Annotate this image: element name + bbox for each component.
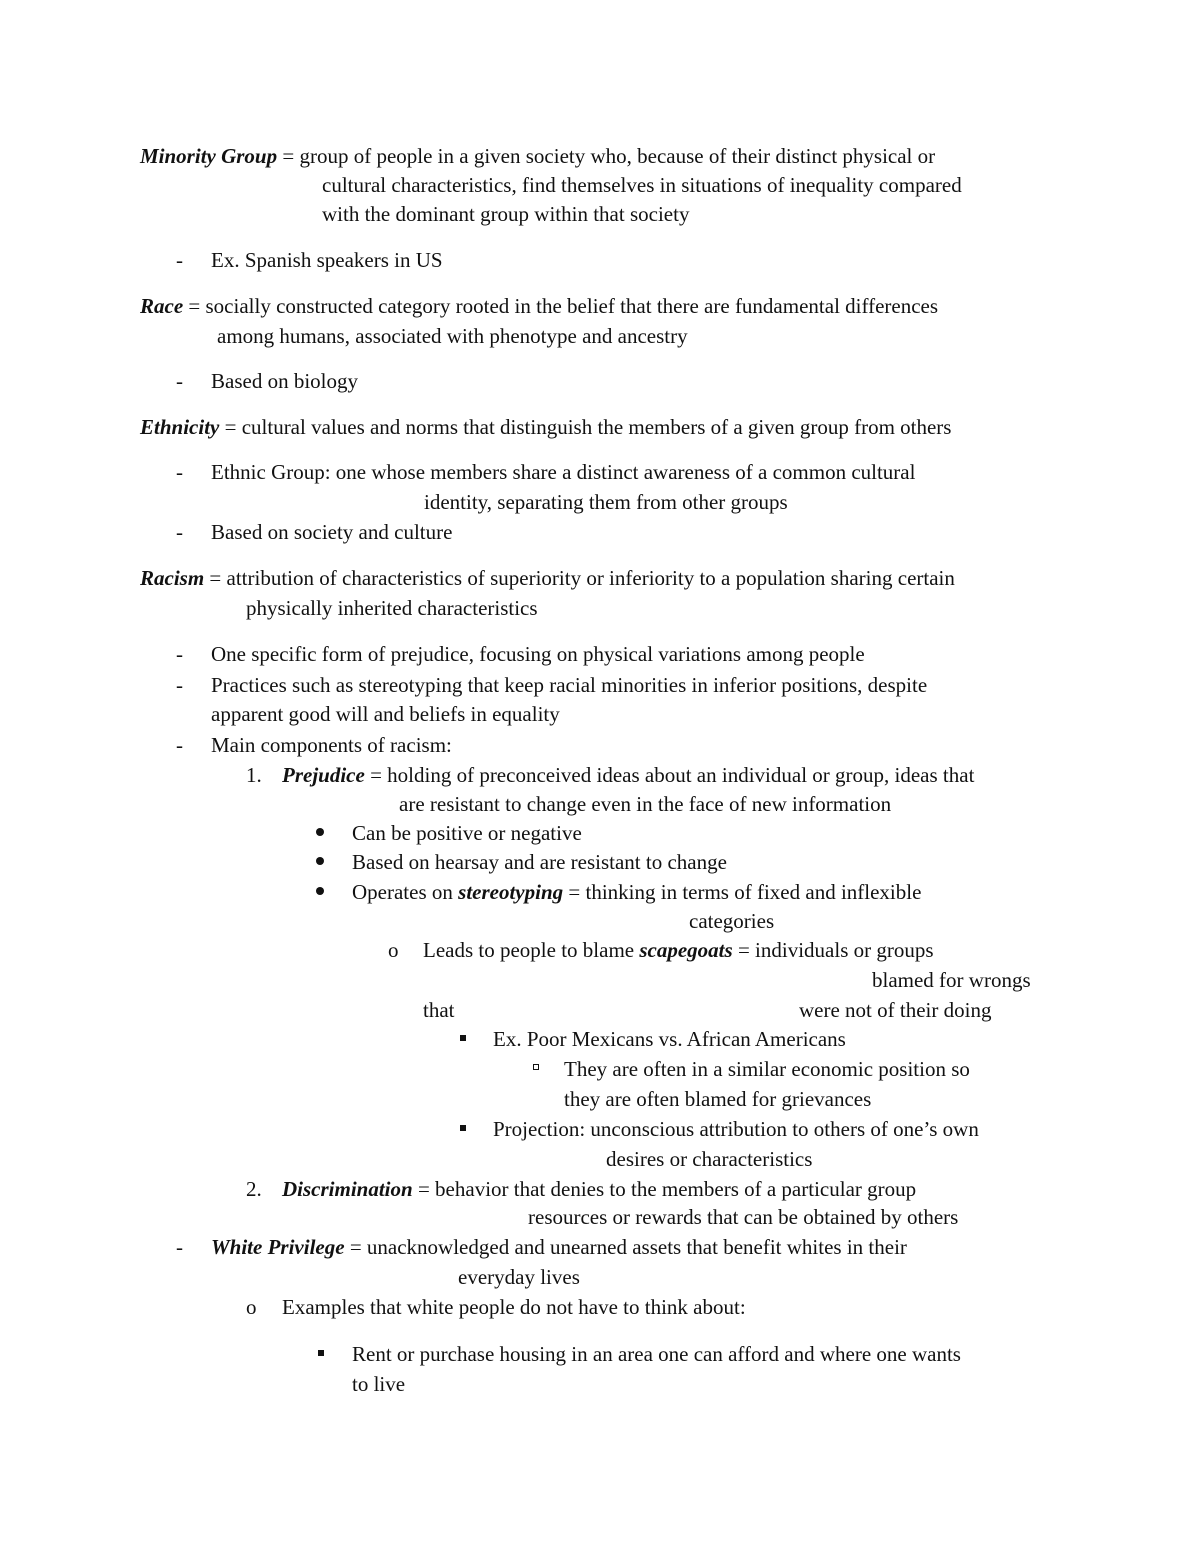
- dash-marker: -: [176, 520, 183, 544]
- scapegoats-def: = individuals or groups: [737, 938, 934, 962]
- racism-bullet2-line1: Practices such as stereotyping that keep racial minorities in inferior positions, despite: [211, 673, 928, 697]
- example-detail-line2: they are often blamed for grievances: [564, 1087, 872, 1111]
- dash-marker: -: [176, 642, 183, 666]
- housing-example-line2: to live: [352, 1372, 406, 1396]
- race-bullet: Based on biology: [211, 369, 358, 393]
- racism-def-line1: = attribution of characteristics of superiority or inferiority to a population sharing certain: [209, 566, 955, 590]
- racism-definition: [140, 564, 955, 592]
- racism-def-line2: physically inherited characteristics: [246, 596, 538, 620]
- stereotyping-pre: Operates on: [352, 880, 453, 904]
- discrimination-def-line2: resources or rewards that can be obtained by others: [528, 1205, 959, 1229]
- bullet-dot: [316, 828, 324, 836]
- ethnicity-def-line1: = cultural values and norms that distinguish the members of a given group from others: [224, 415, 952, 439]
- minority-group-term: Minority Group: [140, 144, 278, 168]
- race-def-line2: among humans, associated with phenotype and ancestry: [217, 324, 688, 348]
- stereotyping-def: = thinking in terms of fixed and inflexible: [568, 880, 922, 904]
- bullet-dot: [316, 857, 324, 865]
- white-privilege-definition: [211, 1233, 907, 1261]
- racism-bullet2-line2: apparent good will and beliefs in equality: [211, 702, 560, 726]
- white-privilege-def-line1: = unacknowledged and unearned assets that benefit whites in their: [349, 1235, 907, 1259]
- circle-marker: o: [388, 938, 399, 962]
- discrimination-term: Discrimination: [282, 1177, 413, 1201]
- stereotyping-term: stereotyping: [458, 880, 564, 904]
- prejudice-def-line2: are resistant to change even in the face of new information: [399, 792, 892, 816]
- ethnicity-bullet2: Based on society and culture: [211, 520, 453, 544]
- scapegoats-line3b: were not of their doing: [799, 998, 992, 1022]
- racism-bullet1: One specific form of prejudice, focusing on physical variations among people: [211, 642, 865, 666]
- scapegoat-example: Ex. Poor Mexicans vs. African Americans: [493, 1027, 846, 1051]
- list-number: 2.: [246, 1177, 262, 1201]
- discrimination-definition: [282, 1175, 916, 1203]
- dash-marker: -: [176, 369, 183, 393]
- scapegoats-line1: [423, 936, 934, 964]
- ethnicity-definition: [140, 413, 951, 441]
- scapegoats-pre: Leads to people to blame: [423, 938, 635, 962]
- white-privilege-examples-intro: Examples that white people do not have to think about:: [282, 1295, 746, 1319]
- ethnic-group-line1: Ethnic Group: one whose members share a distinct awareness of a common cultural: [211, 460, 916, 484]
- dash-marker: -: [176, 1235, 183, 1259]
- ethnic-group-line2: identity, separating them from other groups: [424, 490, 788, 514]
- example-detail-line1: They are often in a similar economic position so: [564, 1057, 970, 1081]
- minority-group-definition: [140, 142, 935, 170]
- race-def-line1: = socially constructed category rooted in the belief that there are fundamental differences: [188, 294, 939, 318]
- scapegoats-term: scapegoats: [639, 938, 733, 962]
- projection-line1: Projection: unconscious attribution to others of one’s own: [493, 1117, 979, 1141]
- scapegoats-line3a: that: [423, 998, 455, 1022]
- race-term: Race: [140, 294, 184, 318]
- prejudice-definition: [282, 761, 974, 789]
- scapegoats-line2: blamed for wrongs: [872, 968, 1031, 992]
- square-bullet: [318, 1350, 324, 1356]
- prejudice-bullet1: Can be positive or negative: [352, 821, 582, 845]
- stereotyping-def-line2: categories: [689, 909, 775, 933]
- projection-line2: desires or characteristics: [606, 1147, 813, 1171]
- hollow-square-bullet: [533, 1064, 539, 1070]
- racism-term: Racism: [140, 566, 205, 590]
- minority-group-def-line3: with the dominant group within that society: [322, 202, 690, 226]
- prejudice-bullet3: [352, 878, 921, 906]
- racism-bullet3: Main components of racism:: [211, 733, 452, 757]
- minority-group-example: Ex. Spanish speakers in US: [211, 248, 443, 272]
- square-bullet: [460, 1125, 466, 1131]
- housing-example-line1: Rent or purchase housing in an area one can afford and where one wants: [352, 1342, 961, 1366]
- square-bullet: [460, 1035, 466, 1041]
- dash-marker: -: [176, 733, 183, 757]
- race-definition: [140, 292, 938, 320]
- circle-marker: o: [246, 1295, 257, 1319]
- dash-marker: -: [176, 673, 183, 697]
- dash-marker: -: [176, 460, 183, 484]
- ethnicity-term: Ethnicity: [140, 415, 220, 439]
- prejudice-def-line1: = holding of preconceived ideas about an individual or group, ideas that: [370, 763, 975, 787]
- bullet-dot: [316, 887, 324, 895]
- white-privilege-def-line2: everyday lives: [458, 1265, 580, 1289]
- list-number: 1.: [246, 763, 262, 787]
- minority-group-def-line1: = group of people in a given society who, because of their distinct physical or: [282, 144, 936, 168]
- dash-marker: -: [176, 248, 183, 272]
- prejudice-bullet2: Based on hearsay and are resistant to change: [352, 850, 727, 874]
- discrimination-def-line1: = behavior that denies to the members of a particular group: [417, 1177, 917, 1201]
- prejudice-term: Prejudice: [282, 763, 365, 787]
- minority-group-def-line2: cultural characteristics, find themselves in situations of inequality compared: [322, 173, 962, 197]
- white-privilege-term: White Privilege: [211, 1235, 345, 1259]
